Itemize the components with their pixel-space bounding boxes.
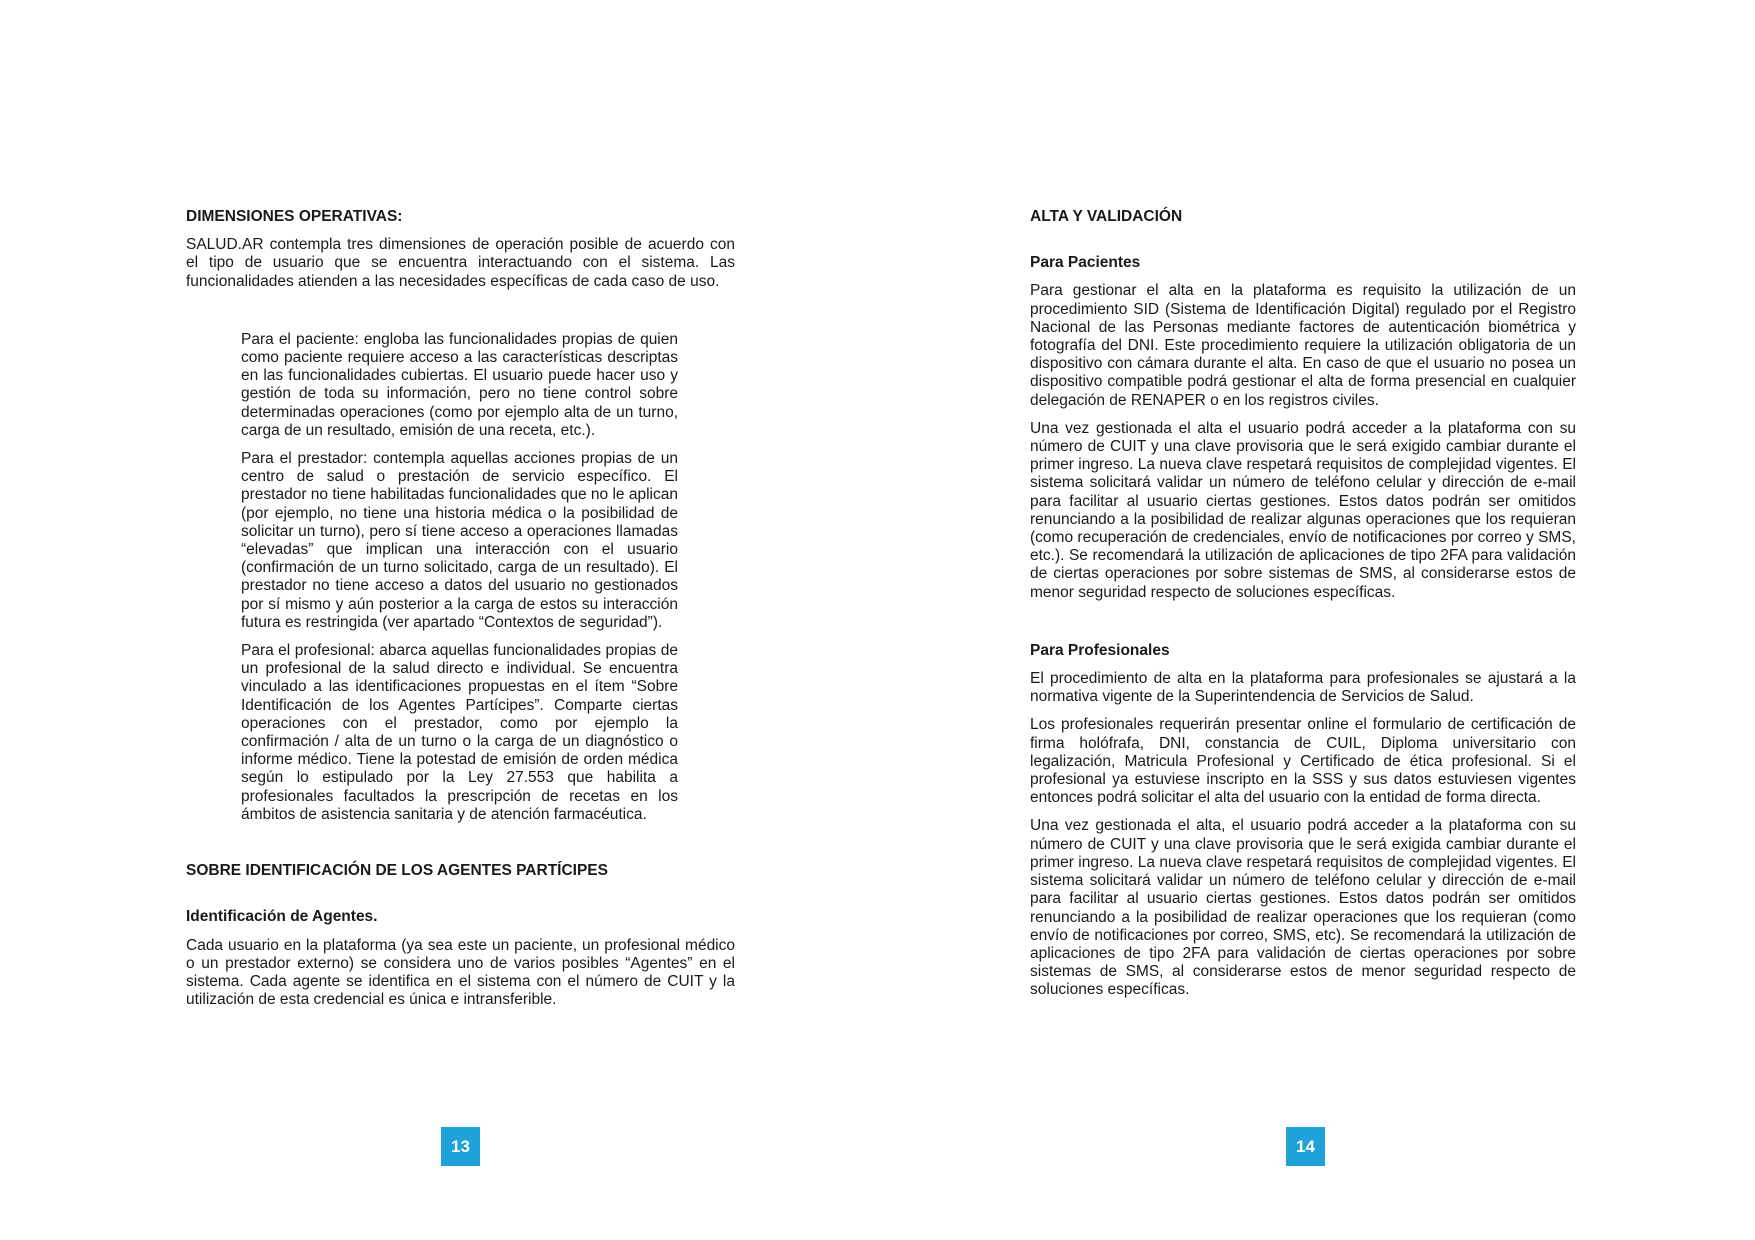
page-number-13: 13 <box>441 1127 480 1166</box>
pacientes-paragraph-2: Una vez gestionada el alta el usuario podrá acceder a la plataforma con su número de CUIT y una clave provisoria que le será exigido cambiar durante el primer ingreso. La nueva clave respetará requisitos de complejidad vigentes. El sistema solicitará validar un número de teléfono celular y dirección de e-mail para facilitar al usuario ciertas gestiones. Estos datos podrán ser omitidos renunciando a la posibilidad de realizar algunas operaciones que los requieran (como recuperación de credenciales, envío de notificaciones por correo y SMS, etc.). Se recomendará la utilización de aplicaciones de tipo 2FA para validación de ciertas operaciones por sobre sistemas de SMS, al considerarse estos de menor seguridad respecto de soluciones específicas. <box>1030 419 1576 601</box>
heading-identificacion-agentes: SOBRE IDENTIFICACIÓN DE LOS AGENTES PARTÍCIPES <box>186 862 608 880</box>
heading-dimensiones-operativas: DIMENSIONES OPERATIVAS: <box>186 208 403 225</box>
operation-dimensions-list <box>241 331 678 824</box>
heading-alta-y-validacion: ALTA Y VALIDACIÓN <box>1030 208 1183 225</box>
text-paciente: engloba las funcionalidades propias de quien como paciente requiere acceso a las características descriptas en las funcionalidades cubiertas. El usuario puede hacer uso y gestión de toda su información, pero no tiene control sobre determinadas operaciones (como por ejemplo alta de un turno, carga de un resultado, emisión de una receta, etc.). <box>241 330 678 439</box>
subheading-para-pacientes: Para Pacientes <box>1030 254 1141 272</box>
text-profesional: abarca aquellas funcionalidades propias de un profesional de la salud directo e individual. Se encuentra vinculado a las identificaciones propuestas en el ítem “Sobre Identificación de los Agentes Partícipes”. Comparte ciertas operaciones con el prestador, como por ejemplo la confirmación / alta de un turno o la carga de un diagnóstico o informe médico. Tiene la potestad de emisión de orden médica según lo estipulado por la Ley 27.553 que habilita a profesionales facultados la prescripción de recetas en los ámbitos de asistencia sanitaria y de atención farmacéutica. <box>241 642 678 823</box>
subheading-identificacion-de-agentes: Identificación de Agentes. <box>186 908 378 926</box>
subheading-para-profesionales: Para Profesionales <box>1030 641 1170 659</box>
term-paciente: Para el paciente: <box>241 330 359 348</box>
profesionales-paragraph-3: Una vez gestionada el alta, el usuario podrá acceder a la plataforma con su número de CUIT y una clave provisoria que le será exigida cambiar durante el primer ingreso. La nueva clave respetará requisitos de complejidad vigentes. El sistema solicitará validar un número de teléfono celular y dirección de e-mail para facilitar al usuario ciertas gestiones. Estos datos podrán ser omitidos renunciando a la posibilidad de realizar operaciones que los requieran (como envío de notificaciones por correo, SMS, etc). Se recomendará la utilización de aplicaciones de tipo 2FA para validación de ciertas operaciones por sobre sistemas de SMS, al considerarse estos de menor seguridad respecto de soluciones específicas. <box>1030 817 1576 999</box>
profesionales-paragraph-1: El procedimiento de alta en la plataforma para profesionales se ajustará a la normativa vigente de la Superintendencia de Servicios de Salud. <box>1030 670 1576 706</box>
list-item-paciente <box>241 331 678 440</box>
term-prestador: Para el prestador: <box>241 450 368 468</box>
agentes-paragraph: Cada usuario en la plataforma (ya sea este un paciente, un profesional médico o un prestador externo) se considera uno de varios posibles “Agentes” en el sistema. Cada agente se identifica en el sistema con el número de CUIT y la utilización de esta credencial es única e intransferible. <box>186 936 735 1009</box>
intro-paragraph: SALUD.AR contempla tres dimensiones de operación posible de acuerdo con el tipo de usuario que se encuentra interactuando con el sistema. Las funcionalidades atienden a las necesidades específicas de cada caso de uso. <box>186 236 735 290</box>
profesionales-paragraph-2: Los profesionales requerirán presentar online el formulario de certificación de firma holófrafa, DNI, constancia de CUIL, Diploma universitario con legalización, Matricula Profesional y Certificado de ética profesional. Si el profesional ya estuviese inscripto en la SSS y sus datos estuviesen vigentes entonces podrá solicitar el alta del usuario con la entidad de forma directa. <box>1030 716 1576 807</box>
right-page <box>877 0 1755 1240</box>
text-prestador: contempla aquellas acciones propias de un centro de salud o prestación de servicio específico. El prestador no tiene habilitadas funcionalidades que no le aplican (por ejemplo, no tiene una historia médica o la posibilidad de solicitar un turno), pero sí tiene acceso a operaciones llamadas “elevadas” que implican una interacción con el usuario (confirmación de un turno solicitado, carga de un resultado). El prestador no tiene acceso a datos del usuario no gestionados por sí mismo y aún posterior a la carga de estos su interacción futura es restringida (ver apartado “Contextos de seguridad”). <box>241 450 678 631</box>
list-item-profesional <box>241 642 678 824</box>
right-column <box>1030 208 1576 1000</box>
pacientes-paragraph-1: Para gestionar el alta en la plataforma es requisito la utilización de un procedimiento SID (Sistema de Identificación Digital) regulado por el Registro Nacional de las Personas mediante factores de autenticación biométrica y fotografía del DNI. Este procedimiento requiere la utilización obligatoria de un dispositivo con cámara durante el alta. En caso de que el usuario no posea un dispositivo compatible podrá gestionar el alta de forma presencial en cualquier delegación de RENAPER o en los registros civiles. <box>1030 282 1576 409</box>
left-page <box>0 0 877 1240</box>
page-number-14: 14 <box>1286 1127 1325 1166</box>
term-profesional: Para el profesional: <box>241 642 375 660</box>
list-item-prestador <box>241 450 678 632</box>
left-column <box>186 208 735 1009</box>
